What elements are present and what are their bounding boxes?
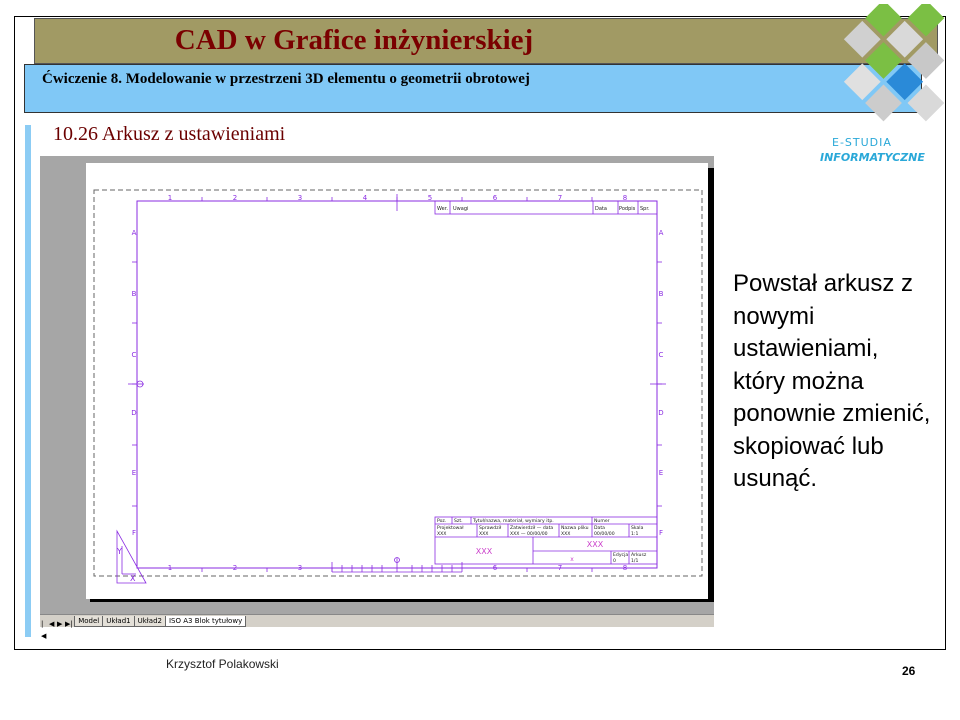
layout-tab-bar bbox=[40, 614, 714, 640]
rev-col-podpis: Podpis bbox=[619, 206, 636, 212]
rev-col-wer: Wer. bbox=[437, 206, 448, 212]
tb-date-val: 00/00/00 bbox=[594, 532, 615, 537]
rev-col-spr: Spr. bbox=[640, 206, 650, 212]
col-label-6: 6 bbox=[492, 194, 498, 202]
tb-title-header: Tytuł/nazwa, materiał, wymiary itp. bbox=[473, 519, 554, 524]
tb-checked-val: XXX bbox=[479, 532, 489, 537]
row-label-right-c: C bbox=[658, 351, 664, 359]
tb-qty: Szt. bbox=[454, 519, 463, 524]
tb-number-header: Numer bbox=[594, 519, 610, 524]
rev-col-uwagi: Uwagi bbox=[453, 206, 469, 212]
tb-approved: Zatwierdził — data bbox=[510, 526, 554, 531]
row-label-right-b: B bbox=[658, 290, 664, 298]
tb-designed: Projektował bbox=[437, 526, 464, 531]
ucs-x-label: X bbox=[130, 574, 136, 583]
col-label-2: 2 bbox=[232, 194, 238, 202]
page-number: 26 bbox=[902, 664, 916, 678]
logo-text-informatyczne: INFORMATYCZNE bbox=[820, 151, 925, 164]
tb-scale-val: 1:1 bbox=[631, 532, 639, 537]
tab-iso-a3[interactable]: ISO A3 Blok tytułowy bbox=[165, 616, 246, 627]
col-label-8: 8 bbox=[622, 194, 628, 202]
tab-first-icon[interactable]: |◀ bbox=[41, 619, 47, 640]
tb-big-title: XXX bbox=[475, 547, 493, 556]
row-label-a: A bbox=[131, 229, 137, 237]
tb-big-number: XXX bbox=[586, 540, 604, 549]
tb-date: Data bbox=[594, 526, 605, 531]
tb-small-x: x bbox=[570, 556, 574, 563]
col-label-7: 7 bbox=[557, 194, 563, 202]
row-label-right-d: D bbox=[658, 409, 664, 417]
description-text: Powstał arkusz z nowymi ustawieniami, który można ponownie zmienić, skopiować lub usunąć. bbox=[733, 270, 931, 492]
col-label-bottom-2: 2 bbox=[232, 564, 238, 572]
logo-text-estudia: E-STUDIA bbox=[832, 136, 892, 149]
col-label-bottom-8: 8 bbox=[622, 564, 628, 572]
left-accent-bar bbox=[25, 125, 31, 637]
col-label-bottom-6: 6 bbox=[492, 564, 498, 572]
slide-subtitle: Ćwiczenie 8. Modelowanie w przestrzeni 3D elementu o geometrii obrotowej bbox=[42, 71, 530, 87]
tab-uklad2[interactable]: Układ2 bbox=[134, 616, 166, 627]
tb-sheet: Arkusz bbox=[631, 553, 647, 558]
tb-sheet-val: 1/1 bbox=[631, 559, 639, 564]
col-label-1: 1 bbox=[167, 194, 173, 202]
e-studia-logo-icon bbox=[800, 4, 950, 134]
tab-model[interactable]: Model bbox=[74, 616, 103, 627]
col-label-5: 5 bbox=[427, 194, 433, 202]
row-label-right-a: A bbox=[658, 229, 664, 237]
tab-last-icon[interactable]: ▶| bbox=[65, 619, 73, 628]
tb-designed-val: XXX bbox=[437, 532, 447, 537]
tb-filename: Nazwa pliku bbox=[561, 526, 589, 531]
tab-next-icon[interactable]: ▶ bbox=[57, 619, 63, 628]
tb-filename-val: XXX bbox=[561, 532, 571, 537]
tb-pos: Poz. bbox=[437, 519, 447, 524]
tb-checked: Sprawdził bbox=[479, 526, 502, 531]
footer-author: Krzysztof Polakowski bbox=[166, 657, 279, 671]
row-label-d: D bbox=[131, 409, 137, 417]
rev-col-data: Data bbox=[595, 206, 607, 212]
col-label-3: 3 bbox=[297, 194, 303, 202]
tab-uklad1[interactable]: Układ1 bbox=[102, 616, 134, 627]
tb-edition: Edycja bbox=[613, 553, 629, 558]
col-label-bottom-7: 7 bbox=[557, 564, 563, 572]
col-label-4: 4 bbox=[362, 194, 368, 202]
ucs-y-label: Y bbox=[117, 547, 122, 556]
col-label-bottom-1: 1 bbox=[167, 564, 173, 572]
tb-approved-val: XXX — 00/00/00 bbox=[510, 532, 548, 537]
slide-title: CAD w Grafice inżynierskiej bbox=[174, 24, 534, 56]
tab-prev-icon[interactable]: ◀ bbox=[49, 619, 55, 628]
row-label-e: E bbox=[131, 469, 137, 477]
row-label-b: B bbox=[131, 290, 137, 298]
drawing-sheet bbox=[40, 156, 714, 614]
row-label-right-e: E bbox=[658, 469, 664, 477]
cad-layout-viewport[interactable] bbox=[40, 156, 714, 640]
row-label-f: F bbox=[131, 529, 137, 537]
tb-scale: Skala bbox=[631, 526, 644, 531]
tb-edition-val: 0 bbox=[613, 559, 616, 564]
col-label-bottom-3: 3 bbox=[297, 564, 303, 572]
row-label-c: C bbox=[131, 351, 137, 359]
row-label-right-f: F bbox=[658, 529, 664, 537]
section-title: 10.26 Arkusz z ustawieniami bbox=[53, 123, 286, 145]
